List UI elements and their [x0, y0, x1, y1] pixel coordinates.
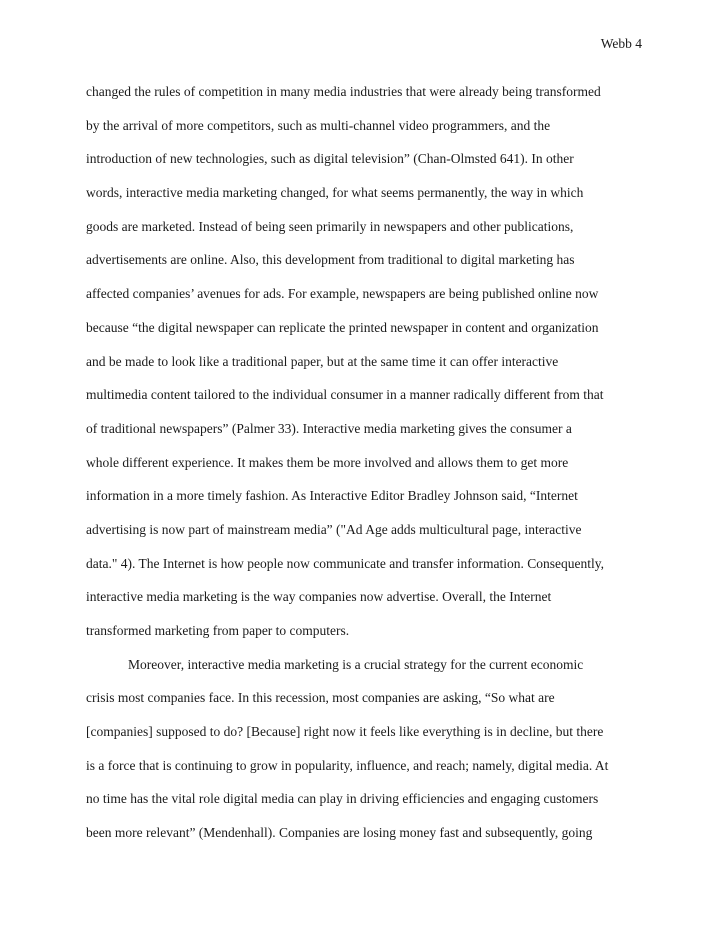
- body-text: [86, 80, 646, 855]
- text-line: crisis most companies face. In this recession, most companies are asking, “So what are: [86, 690, 555, 706]
- text-line: is a force that is continuing to grow in popularity, influence, and reach; namely, digital media. At: [86, 757, 609, 773]
- text-line: and be made to look like a traditional paper, but at the same time it can offer interactive: [86, 353, 559, 369]
- text-line: because “the digital newspaper can replicate the printed newspaper in content and organization: [86, 319, 599, 335]
- text-line: [companies] supposed to do? [Because] right now it feels like everything is in decline, but there: [86, 724, 604, 740]
- text-line: advertising is now part of mainstream media” ("Ad Age adds multicultural page, interactive: [86, 521, 582, 537]
- text-line: by the arrival of more competitors, such as multi-channel video programmers, and the: [86, 117, 551, 133]
- text-line: multimedia content tailored to the individual consumer in a manner radically different from that: [86, 387, 604, 403]
- text-line: affected companies’ avenues for ads. For example, newspapers are being published online now: [86, 286, 599, 302]
- text-line: words, interactive media marketing changed, for what seems permanently, the way in which: [86, 185, 584, 201]
- running-head: Webb 4: [600, 36, 642, 51]
- text-line: goods are marketed. Instead of being seen primarily in newspapers and other publications,: [86, 218, 574, 234]
- text-line: no time has the vital role digital media can play in driving efficiencies and engaging customers: [86, 791, 599, 807]
- text-line: been more relevant” (Mendenhall). Companies are losing money fast and subsequently, going: [86, 825, 593, 841]
- text-line: of traditional newspapers” (Palmer 33). Interactive media marketing gives the consumer a: [86, 420, 572, 436]
- text-line: interactive media marketing is the way companies now advertise. Overall, the Internet: [86, 589, 552, 605]
- text-line: advertisements are online. Also, this development from traditional to digital marketing has: [86, 252, 575, 268]
- text-line: information in a more timely fashion. As Interactive Editor Bradley Johnson said, “Internet: [86, 488, 578, 504]
- text-line: transformed marketing from paper to computers.: [86, 623, 350, 638]
- text-line: data." 4). The Internet is how people now communicate and transfer information. Consequently,: [86, 555, 604, 571]
- text-line: whole different experience. It makes them be more involved and allows them to get more: [86, 454, 569, 470]
- text-line: introduction of new technologies, such as digital television” (Chan-Olmsted 641). In other: [86, 151, 574, 167]
- text-line: changed the rules of competition in many media industries that were already being transformed: [86, 84, 601, 99]
- paragraph-first-line: Moreover, interactive media marketing is a crucial strategy for the current economic: [128, 656, 584, 672]
